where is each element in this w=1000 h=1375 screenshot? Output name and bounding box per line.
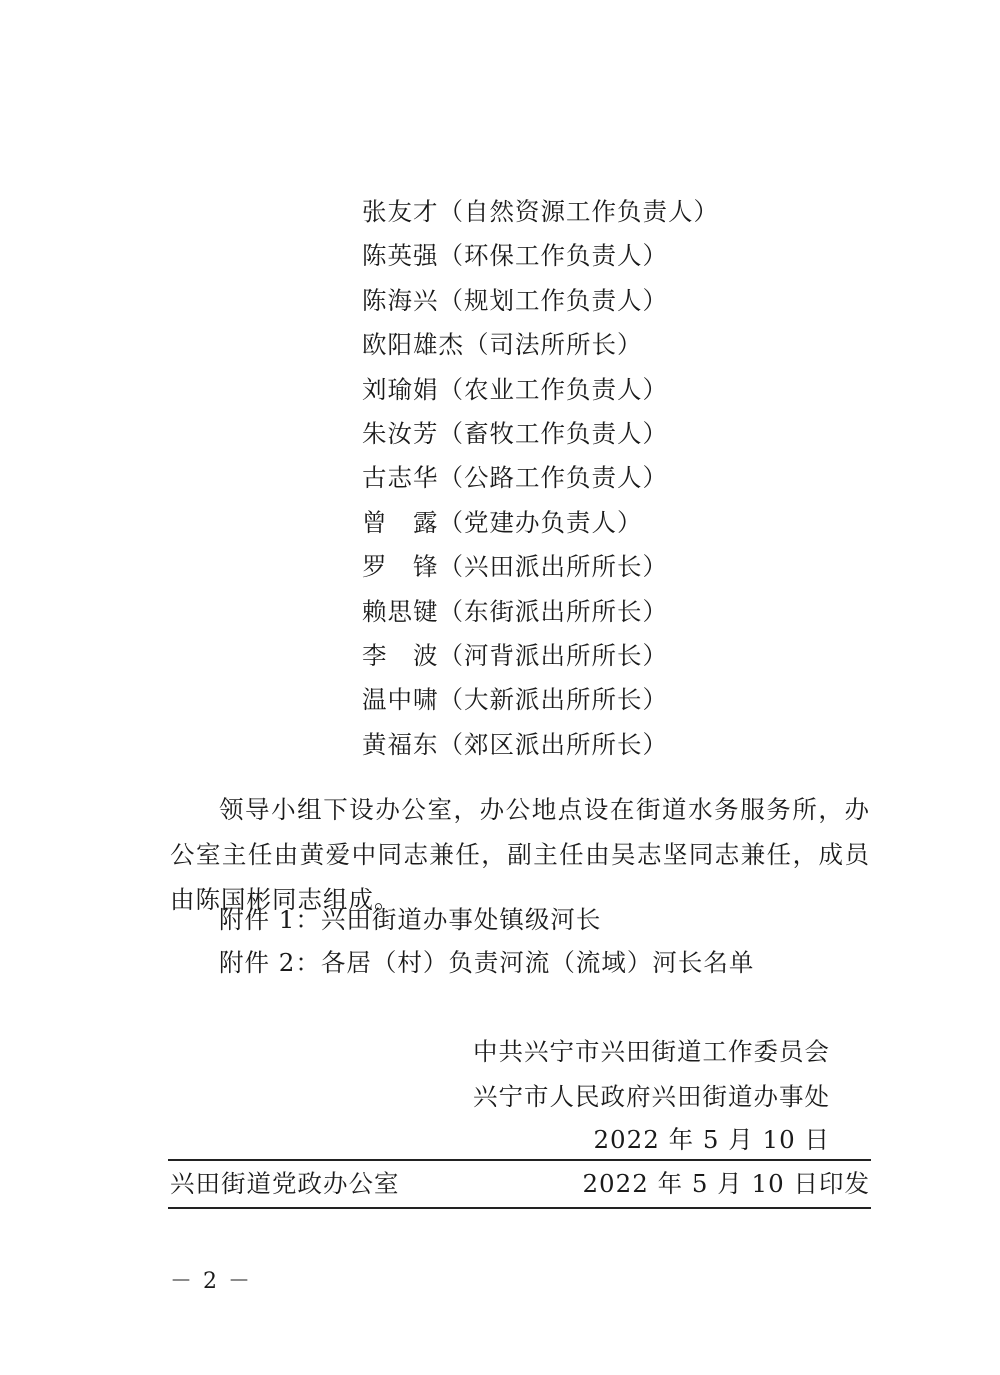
- footer-issuing-office: 兴田街道党政办公室: [170, 1169, 400, 1198]
- signature-org-party: 中共兴宁市兴田街道工作委员会: [473, 1037, 830, 1066]
- member-item: 曾 露（党建办负责人）: [362, 507, 643, 537]
- signature-org-government: 兴宁市人民政府兴田街道办事处: [473, 1082, 830, 1111]
- member-item: 黄福东（郊区派出所所长）: [362, 729, 668, 759]
- signature-date: 2022 年 5 月 10 日: [593, 1125, 830, 1154]
- member-item: 朱汝芳（畜牧工作负责人）: [362, 418, 668, 448]
- member-item: 古志华（公路工作负责人）: [362, 463, 668, 493]
- member-item: 陈英强（环保工作负责人）: [362, 241, 668, 271]
- member-item: 张友才（自然资源工作负责人）: [362, 197, 719, 226]
- member-item: 温中啸（大新派出所所长）: [362, 685, 668, 715]
- member-item: 罗 锋（兴田派出所所长）: [362, 552, 668, 582]
- member-item: 陈海兴（规划工作负责人）: [362, 285, 668, 315]
- office-paragraph: 领导小组下设办公室，办公地点设在街道水务服务所，办公室主任由黄爱中同志兼任，副主任由吴志坚同志兼任，成员由陈国彬同志组成。: [170, 794, 870, 914]
- member-item: 欧阳雄杰（司法所所长）: [362, 330, 643, 360]
- attachment-2: 附件 2：各居（村）负责河流（流域）河长名单: [219, 948, 755, 977]
- footer-divider-top: [168, 1159, 871, 1161]
- member-item: 刘瑜娟（农业工作负责人）: [362, 374, 668, 404]
- footer-print-date: 2022 年 5 月 10 日印发: [582, 1169, 870, 1198]
- member-list: [362, 190, 719, 767]
- member-item: 赖思键（东街派出所所长）: [362, 596, 668, 626]
- footer-divider-bottom: [168, 1207, 871, 1209]
- attachment-1: 附件 1：兴田街道办事处镇级河长: [219, 905, 602, 934]
- member-item: 李 波（河背派出所所长）: [362, 640, 668, 670]
- page-number: － 2 －: [170, 1269, 252, 1294]
